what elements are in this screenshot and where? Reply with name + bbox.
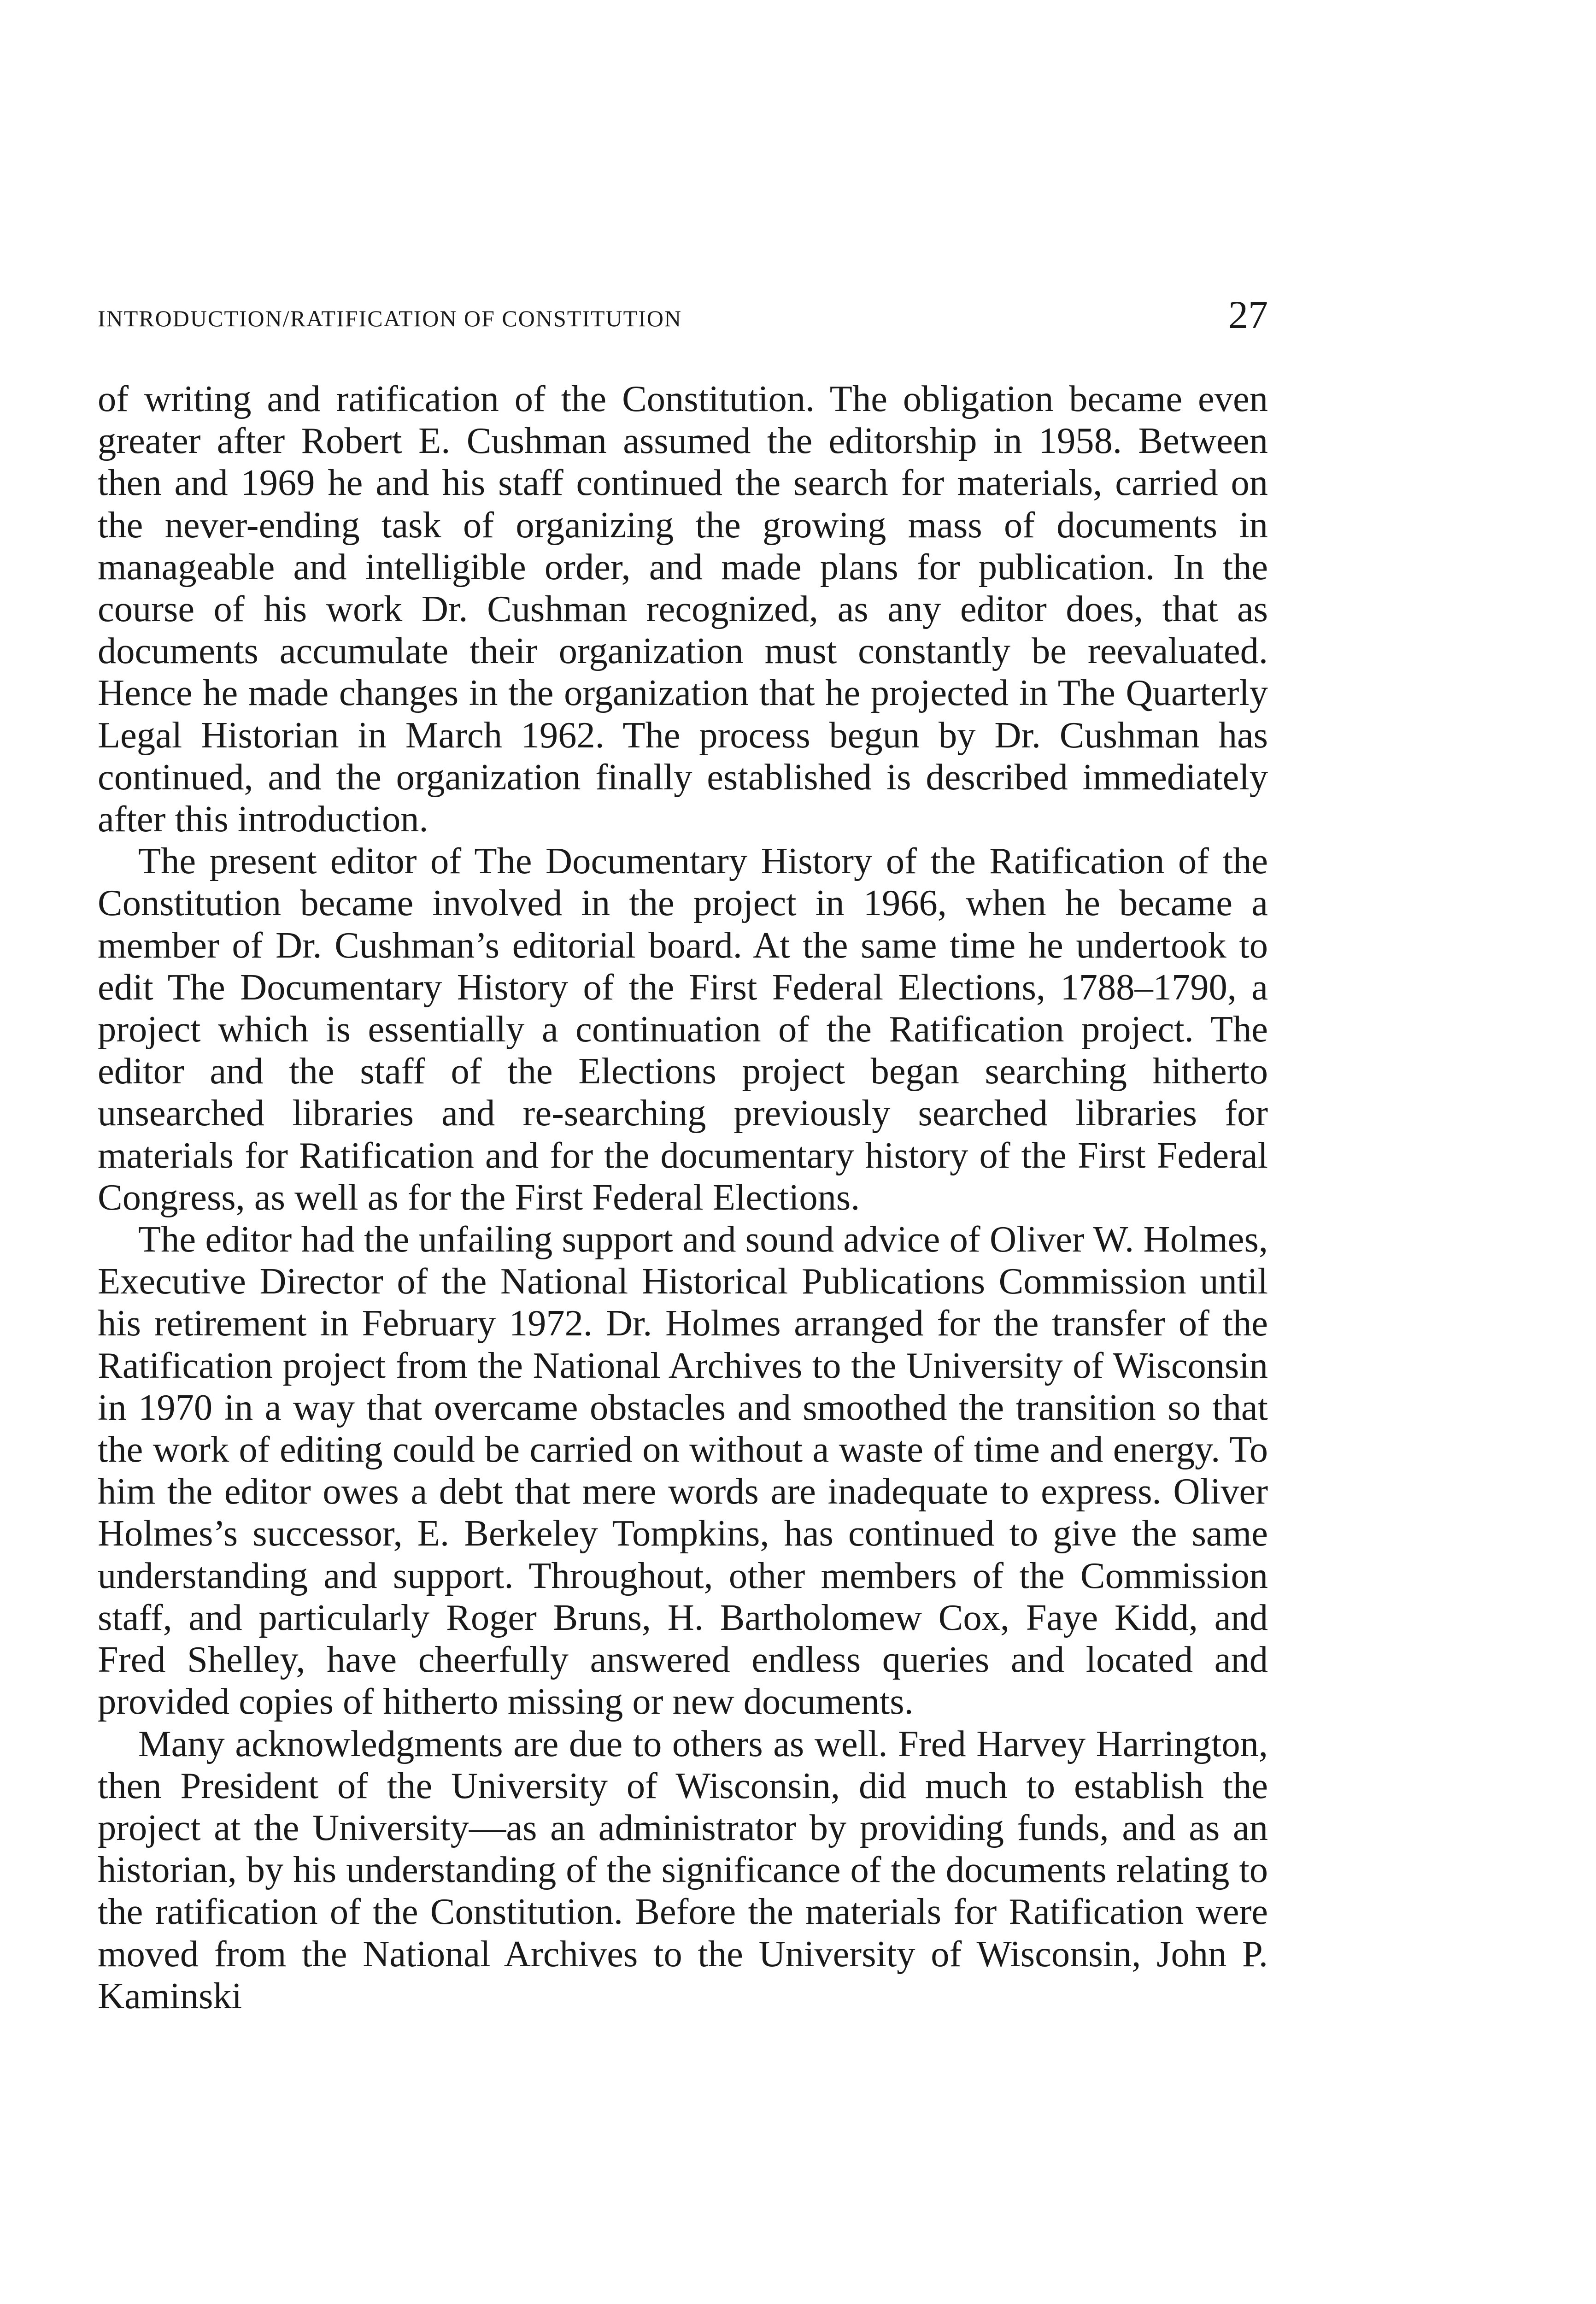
running-head <box>98 295 1268 350</box>
running-title: INTRODUCTION/RATIFICATION OF CONSTITUTION <box>98 306 682 331</box>
paragraph-acknowledgments: Many acknowledgments are due to others as well. Fred Harvey Harrington, then President of the University of Wisconsin, did much to establish the project at the University—as an administrator by providing funds, and as an historian, by his understanding of the significance of the documents relating to the ratification of the Constitution. Before the materials for Ratification were moved from the National Archives to the University of Wisconsin, John P. Kaminski <box>98 1723 1268 2016</box>
paragraph-continuation: of writing and ratification of the Constitution. The obligation became even greater after Robert E. Cushman assumed the editorship in 1958. Between then and 1969 he and his staff continued the search for materials, carried on the never-ending task of organizing the growing mass of documents in manageable and intelligible order, and made plans for publication. In the course of his work Dr. Cushman recognized, as any editor does, that as documents accumulate their organization must constantly be reevaluated. Hence he made changes in the organization that he projected in The Quarterly Legal Historian in March 1962. The process begun by Dr. Cushman has continued, and the organization finally established is described immediately after this introduction. <box>98 378 1268 840</box>
body-text <box>98 378 1268 2017</box>
paragraph-present-editor: The present editor of The Documentary History of the Ratification of the Constitution became involved in the project in 1966, when he became a member of Dr. Cushman’s editorial board. At the same time he undertook to edit The Documentary History of the First Federal Elections, 1788–1790, a project which is essentially a continuation of the Ratification project. The editor and the staff of the Elections project began searching hitherto unsearched libraries and re-searching previously searched libraries for materials for Ratification and for the documentary history of the First Federal Congress, as well as for the First Federal Elections. <box>98 840 1268 1218</box>
page-number: 27 <box>1228 293 1268 337</box>
book-page <box>98 295 1268 2017</box>
paragraph-holmes-support: The editor had the unfailing support and sound advice of Oliver W. Holmes, Executive Director of the National Historical Publications Commission until his retirement in February 1972. Dr. Holmes arranged for the transfer of the Ratification project from the National Archives to the University of Wisconsin in 1970 in a way that overcame obstacles and smoothed the transition so that the work of editing could be carried on without a waste of time and energy. To him the editor owes a debt that mere words are inadequate to express. Oliver Holmes’s successor, E. Berkeley Tompkins, has continued to give the same understanding and support. Throughout, other members of the Commission staff, and particularly Roger Bruns, H. Bartholomew Cox, Faye Kidd, and Fred Shelley, have cheerfully answered endless queries and located and provided copies of hitherto missing or new documents. <box>98 1219 1268 1722</box>
